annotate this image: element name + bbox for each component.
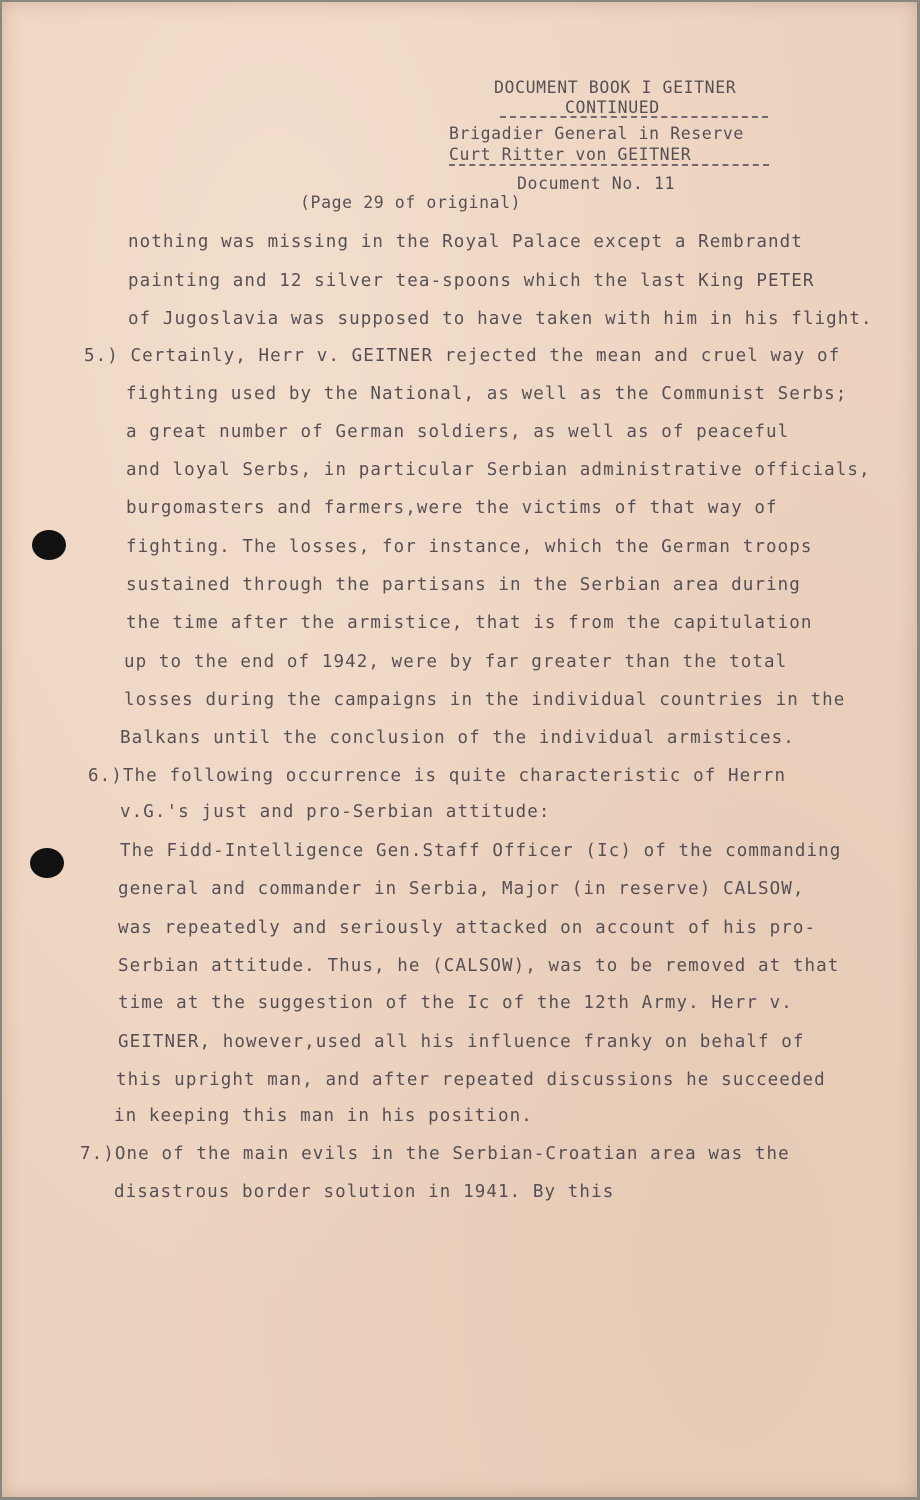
body-line: nothing was missing in the Royal Palace except a Rembrandt (128, 232, 803, 252)
body-line: Balkans until the conclusion of the individual armistices. (120, 728, 795, 748)
body-line: up to the end of 1942, were by far greater than the total (124, 652, 788, 672)
body-line: losses during the campaigns in the individual countries in the (124, 690, 846, 710)
author-rank: Brigadier General in Reserve (449, 124, 744, 143)
body-line: GEITNER, however,used all his influence franky on behalf of (118, 1032, 805, 1052)
body-line: was repeatedly and seriously attacked on account of his pro- (118, 918, 817, 938)
body-line: disastrous border solution in 1941. By this (114, 1182, 615, 1202)
document-number: Document No. 11 (517, 174, 676, 193)
body-line: general and commander in Serbia, Major (in reserve) CALSOW, (118, 879, 805, 899)
punch-hole-upper (32, 530, 66, 560)
body-line: painting and 12 silver tea-spoons which the last King PETER (128, 271, 815, 291)
body-line: fighting. The losses, for instance, which the German troops (126, 537, 813, 557)
paragraph-7-start: 7.)One of the main evils in the Serbian-Croatian area was the (80, 1144, 790, 1164)
body-line: sustained through the partisans in the Serbian area during (126, 575, 801, 595)
page-reference: (Page 29 of original) (300, 193, 522, 212)
header-dash-2 (449, 164, 769, 166)
body-line: in keeping this man in his position. (114, 1106, 533, 1126)
body-line: a great number of German soldiers, as well as of peaceful (126, 422, 790, 442)
body-line: fighting used by the National, as well as the Communist Serbs; (126, 384, 848, 404)
body-line: of Jugoslavia was supposed to have taken with him in his flight. (128, 309, 873, 329)
body-line: time at the suggestion of the Ic of the 12th Army. Herr v. (118, 993, 793, 1013)
document-page (2, 2, 917, 1497)
continued-label: CONTINUED (565, 98, 660, 117)
punch-hole-lower (30, 848, 64, 878)
paragraph-5-start: 5.) Certainly, Herr v. GEITNER rejected the mean and cruel way of (84, 346, 841, 366)
body-line: The Fidd-Intelligence Gen.Staff Officer (Ic) of the commanding (120, 841, 842, 861)
document-book-title: DOCUMENT BOOK I GEITNER (494, 78, 737, 97)
author-name: Curt Ritter von GEITNER (449, 145, 692, 164)
body-line: Serbian attitude. Thus, he (CALSOW), was to be removed at that (118, 956, 840, 976)
body-line: v.G.'s just and pro-Serbian attitude: (120, 802, 551, 822)
body-line: this upright man, and after repeated discussions he succeeded (116, 1070, 826, 1090)
body-line: the time after the armistice, that is from the capitulation (126, 613, 813, 633)
paragraph-6-start: 6.)The following occurrence is quite characteristic of Herrn (88, 766, 787, 786)
body-line: burgomasters and farmers,were the victims of that way of (126, 498, 778, 518)
body-line: and loyal Serbs, in particular Serbian administrative officials, (126, 460, 871, 480)
